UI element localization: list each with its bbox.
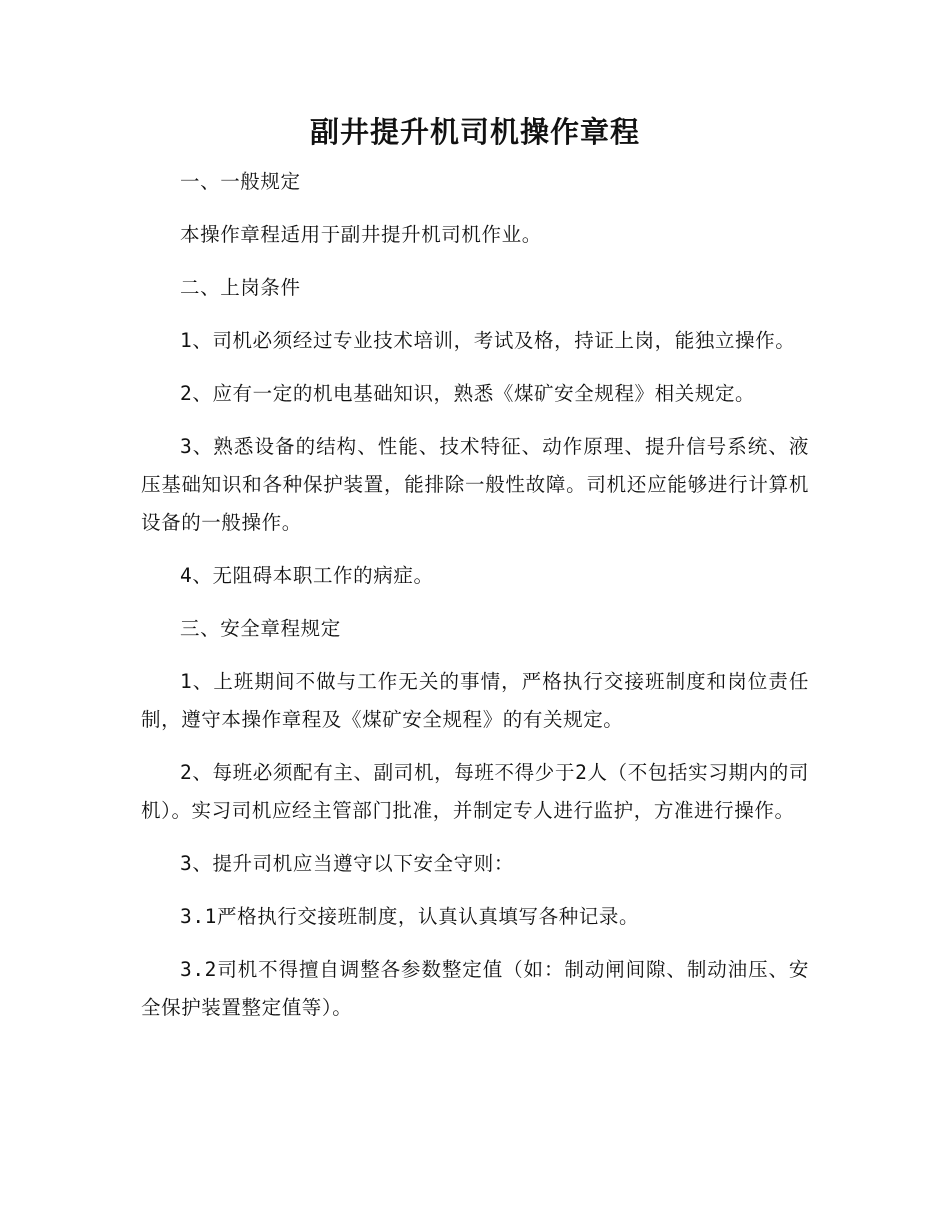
paragraph-safety-3-2: 3.2司机不得擅自调整各参数整定值（如：制动闸间隙、制动油压、安全保护装置整定值等）。 [141,958,809,1019]
paragraph-safety-3-1: 3.1严格执行交接班制度，认真认真填写各种记录。 [180,905,640,928]
paragraph-qualification-2: 2、应有一定的机电基础知识，熟悉《煤矿安全规程》相关规定。 [180,382,756,405]
paragraph-scope: 本操作章程适用于副井提升机司机作业。 [180,223,542,246]
paragraph-qualification-1: 1、司机必须经过专业技术培训，考试及格，持证上岗，能独立操作。 [180,329,796,352]
paragraph-safety-3: 3、提升司机应当遵守以下安全守则： [180,852,514,875]
paragraph-safety-1: 1、上班期间不做与工作无关的事情，严格执行交接班制度和岗位责任制，遵守本操作章程及《煤矿安全规程》的有关规定。 [141,670,809,731]
section-heading-general: 一、一般规定 [180,170,301,193]
paragraph-qualification-4: 4、无阻碍本职工作的病症。 [180,564,434,587]
paragraph-safety-2: 2、每班必须配有主、副司机，每班不得少于2人（不包括实习期内的司机）。实习司机应经主管部门批准，并制定专人进行监护，方准进行操作。 [141,761,809,822]
document-body [141,163,809,1042]
document-title: 副井提升机司机操作章程 [309,115,640,149]
paragraph-qualification-3: 3、熟悉设备的结构、性能、技术特征、动作原理、提升信号系统、液压基础知识和各种保护装置，能排除一般性故障。司机还应能够进行计算机设备的一般操作。 [141,435,809,534]
section-heading-safety-rules: 三、安全章程规定 [180,617,341,640]
section-heading-qualifications: 二、上岗条件 [180,276,301,299]
